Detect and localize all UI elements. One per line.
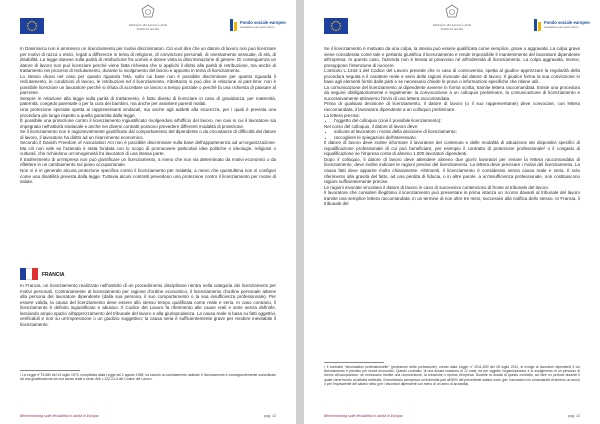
- right-page: [304, 0, 600, 424]
- paragraph: Se il licenziamento è motivato da una colpa, la stessa può essere qualificata come semplice, grave o aggravata. La colpa grave viene considerata come tale e pertanto giustifica il licenziamento e rende impossibile il mantenimento del lavoratore dipendente all'impresa. In questo caso, l'azienda non è tenuta al preavviso né all'indennità di licenziamento. La colpa aggravata, invece, presuppone l'intenzione di nuocere.: [324, 46, 580, 68]
- fse-logo-icon: [230, 19, 239, 31]
- fse-title: Fondo sociale europeo: [240, 20, 286, 25]
- paragraph: Prima di qualsiasi decisione di licenziamento, il datore di lavoro (o il suo rappresentante) deve convocare, con lettera raccomandata, il lavoratore dipendente a un colloquio preliminare.: [324, 101, 580, 113]
- france-heading: FRANCIA: [42, 272, 65, 278]
- paragraph: Se il licenziamento non è ragionevolmente giustificato dal comportamento del dipendente o da circostanze di difficoltà del datore di lavoro, il lavoratore ha diritto ad un risarcimento economico.: [20, 129, 276, 140]
- footer-title: Benchmarking sulle flessibilità in uscita in Europa: [20, 414, 99, 418]
- list-item: • l'oggetto del colloquio (cioè il possibile licenziamento);: [334, 118, 580, 124]
- paragraph: Il datore di lavoro deve inoltre informare il lavoratore del contenuto e delle modalità di attuazione dei dispositivi specifici di riqualificazione professionale di cui può beneficiare, per esempio il contratto di protezione professionale² o il congedo di riqualificazione se l'impresa conta di almeno 1.000 lavoratori dipendenti.: [324, 140, 580, 157]
- paragraph: Secondo il Danish Freedom of Association Act non è possibile discriminare sulla base dell'appartenenza ad un'organizzazione. Ma ciò non vale se l'azienda è stata fondata con lo scopo di promuovere particolari idee politiche o ideologie, religiose o culturali, che richiedono un'omogeneità fra lavoratori di una stessa parte.: [20, 140, 276, 157]
- page-number: pag. 13: [568, 414, 580, 418]
- paragraph: Le ragioni invocate vincolano il datore di lavoro in caso di successivo contenzioso di fronte al tribunale del lavoro.: [324, 184, 550, 190]
- paragraph: Non vi è in generale alcuna protezione specifica contro il licenziamento per malattia, a meno che questultima non si configuri come una disabilità prevista dalla legge. Tuttavia alcuni contratti prevedono una protezione contro il licenziamento per motivi di salute.: [20, 168, 276, 185]
- paragraph: Una protezione speciale spetta ai rappresentanti sindacali, ma anche agli addetti alla sicurezza, per i quali è prevista una procedura più lunga rispetto a quella garantita dalla legge.: [20, 107, 276, 118]
- eu-flag-icon: [20, 18, 44, 34]
- fse-subtitle: Investiamo nel vostro futuro: [544, 25, 579, 29]
- footer-title: Benchmarking sulle flessibilità in uscita in Europa: [324, 414, 403, 418]
- france-flag-icon: [20, 268, 38, 280]
- left-page: [0, 0, 296, 424]
- paragraph: In Danimarca non è ammesso un licenziamento per motivi discriminatori. Ciò vuol dire che un datore di lavoro non può licenziare per motivi di razza o etnici, legati a differenze in tema di religione, di convinzioni personali, di orientamento sessuale, di età, di disabilità. La legge danese sulla parità di retribuzione fra uomini e donne vieta la discriminazione di genere. Di conseguenza un datore di lavoro non può licenziare perché viene fatta richiesta che si applichi il diritto alla parità di retribuzione, ma anche di trattamento nei processi di reclutamento, durante lo svolgimento del lavoro e appunto in tema di licenziamento.: [20, 46, 276, 74]
- list-item: • raccogliere le spiegazioni dell'interessato.: [334, 135, 580, 141]
- page-number: pag. 12: [264, 414, 276, 418]
- page-header: [324, 4, 590, 44]
- france-text: [20, 283, 276, 327]
- fse-logo-icon: [534, 19, 543, 31]
- main-text: [20, 46, 276, 185]
- paragraph: La lettera precisa:: [324, 112, 360, 118]
- eu-flag-icon: [324, 18, 348, 34]
- italian-republic-emblem-icon: [444, 4, 460, 22]
- list-item: • indicare al lavoratore i motivi della decisione di licenziamento;: [334, 129, 580, 135]
- paragraph: Sempre in relazione alla legge sulla parità di trattamento, è fatto divieto di licenziare in caso di gravidanza, per maternità, paternità, congedo parentale o per la cura dei bambini, ma anche per assistere parenti malati.: [20, 95, 276, 107]
- ministry-name: Ministero del Lavoro e delle Politiche Sociali: [432, 23, 472, 31]
- main-text: [324, 46, 580, 207]
- paragraph: È possibile una protezione contro il licenziamento ingiustificato rivolgendosi all'ufficio del lavoro, nei casi in cui il lavoratore sia impegnato nell'attività sindacale e anche nei diversi contratti possono prevedere differenti modalità di protezione.: [20, 118, 276, 129]
- paragraph: Il trasferimento di un'impresa non può giustificare un licenziamento, a meno che non sia determinato da motivi economici o da riflettere in un cambiamento sul piano occupazionale.: [20, 156, 276, 168]
- paragraph: Nel corso del colloquio, il datore di lavoro deve:: [324, 123, 419, 129]
- footnote-divider: [324, 362, 384, 363]
- fse-logo: [230, 18, 286, 36]
- footnote: ¹ La Legge n°73-680 del 13 luglio 1973, completata dalla Legge del 2 agosto 1989, ha sancito un cambiamento radicale: il licenziamento è conseguentemente subordinato ad una giustificazione da una causa reale e seria. Artt. L122-14-3 del Codice del Lavoro.: [20, 373, 276, 382]
- paragraph: Il lavoratore che consideri illegittimo il licenziamento può presentare in prima istanza un ricorso davanti al tribunale del lavoro tramite una semplice lettera raccomandata, in un termine di non oltre tre mesi, successivi alla notifica dello stesso. In Francia, il tribunale del: [324, 190, 580, 207]
- page-header: [20, 4, 286, 44]
- footnote: ² Il contratto "sécurisation professionnelle" (protezione della professione), creato dalla Legge n° 2011-893 del 28 luglio 2011, si rivolge ai lavoratori dipendenti il cui licenziamento è previsto per motivi economici. Questo contratto, di una durata massima di 12 mesi, ha per oggetto l'organizzazione e lo svolgimento di un percorso di ritorno all'occupazione, se necessario tramite una riconversione, la creazione o ripresa d'impresa. Durante la durata di questo contratto, ad oltre un periodo durante il quale viene fornito un'attività retribuita, il beneficiario percepisce un'indennità pari all'80% del precedente salario lordo (per i lavoratori con un'anzianità di almeno un anno) o per l'equivalente del salario netto (per i lavoratori dipendenti con meno di un anno di anzianità).: [324, 365, 580, 386]
- fse-subtitle: Investiamo nel vostro futuro: [240, 25, 275, 29]
- paragraph: In Francia, un licenziamento realizzato nell'ambito di un procedimento disciplinare rientra nella categoria dei licenziamenti per motivi personali. Contrariamente al licenziamento per ragione d'ordine economico, il licenziamento d'ordine personale attiene alla persona del lavoratore dipendente (dalla sua persona, il suo comportamento o la sua insufficienza professionale). Per essere valida, la causa del licenziamento deve essere allo stesso tempo qualificata come reale e seria. In caso contrario, il licenziamento è definito ingiustificato e abusivo. Il Codice del Lavoro fa riferimento alle cause reali e serie senza definirle, lasciando ampio spazio all'apprezzamento del tribunale del lavoro e alla giurisprudenza. La causa reale si basa su fatti oggettivi, verificabili e non su un'impressione o un giudizio soggettivo; la causa seria è sufficientemente grave per rendere inevitabile il licenziamento.: [20, 283, 276, 327]
- paragraph: La comunicazione del licenziamento al dipendente avviene in forma scritta, tramite lettera raccomandata. Esiste una procedura da seguire obbligatoriamente e legalmente: la convocazione a un colloquio preliminare, la comunicazione di licenziamento e successivamente attraverso l'invio di una lettera raccomandata.: [324, 84, 580, 101]
- fse-logo: [534, 18, 590, 36]
- fse-title: Fondo sociale europeo: [544, 20, 590, 25]
- paragraph: Lo stesso dicasi nel caso per quanto riguarda l'età, sulla cui base non è possibile discriminare per quanto riguarda il reclutamento, le condizioni di lavoro, le retribuzioni ed il licenziamento. Altrettanto si può dire in relazione al part-time: non è possibile licenziare un lavoratore perché si rifiuta di accettare un lavoro a tempo parziale o perché fa una richiesta di passare al part-time.: [20, 73, 276, 96]
- footnote-divider: [20, 370, 80, 371]
- ministry-name: Ministero del Lavoro e delle Politiche Sociali: [128, 23, 168, 31]
- italian-republic-emblem-icon: [140, 4, 156, 22]
- paragraph: L'articolo L.1234-1 del Codice del Lavoro prevede che in caso di controversia, spetta al giudice apprezzare la regolarità della procedura seguita e il carattere reale e serio delle ragioni invocate dal datore di lavoro. Il giudice forma la sua convinzione in base agli elementi forniti dalle parti e se necessario chiede le prove o informazioni specifiche che ritiene utili.: [324, 68, 580, 85]
- paragraph: Dopo il colloquio, il datore di lavoro deve attendere almeno due giorni lavorativi per inviare la lettera raccomandata di licenziamento, deve inoltre indicare le ragioni precise del licenziamento. La lettera deve precisare i motivi del licenziamento. La causa fatti deve apparire molto chiaramente. Altrimenti, il licenziamento è considerato senza causa reale e seria. Il solo riferimento alla gravità del fatto, ad una perdita di fiducia, o in altre parole, a un'insufficienza professionale, non costituiscono ragioni sufficientemente precise.: [324, 156, 580, 185]
- bullet-list: [324, 129, 580, 140]
